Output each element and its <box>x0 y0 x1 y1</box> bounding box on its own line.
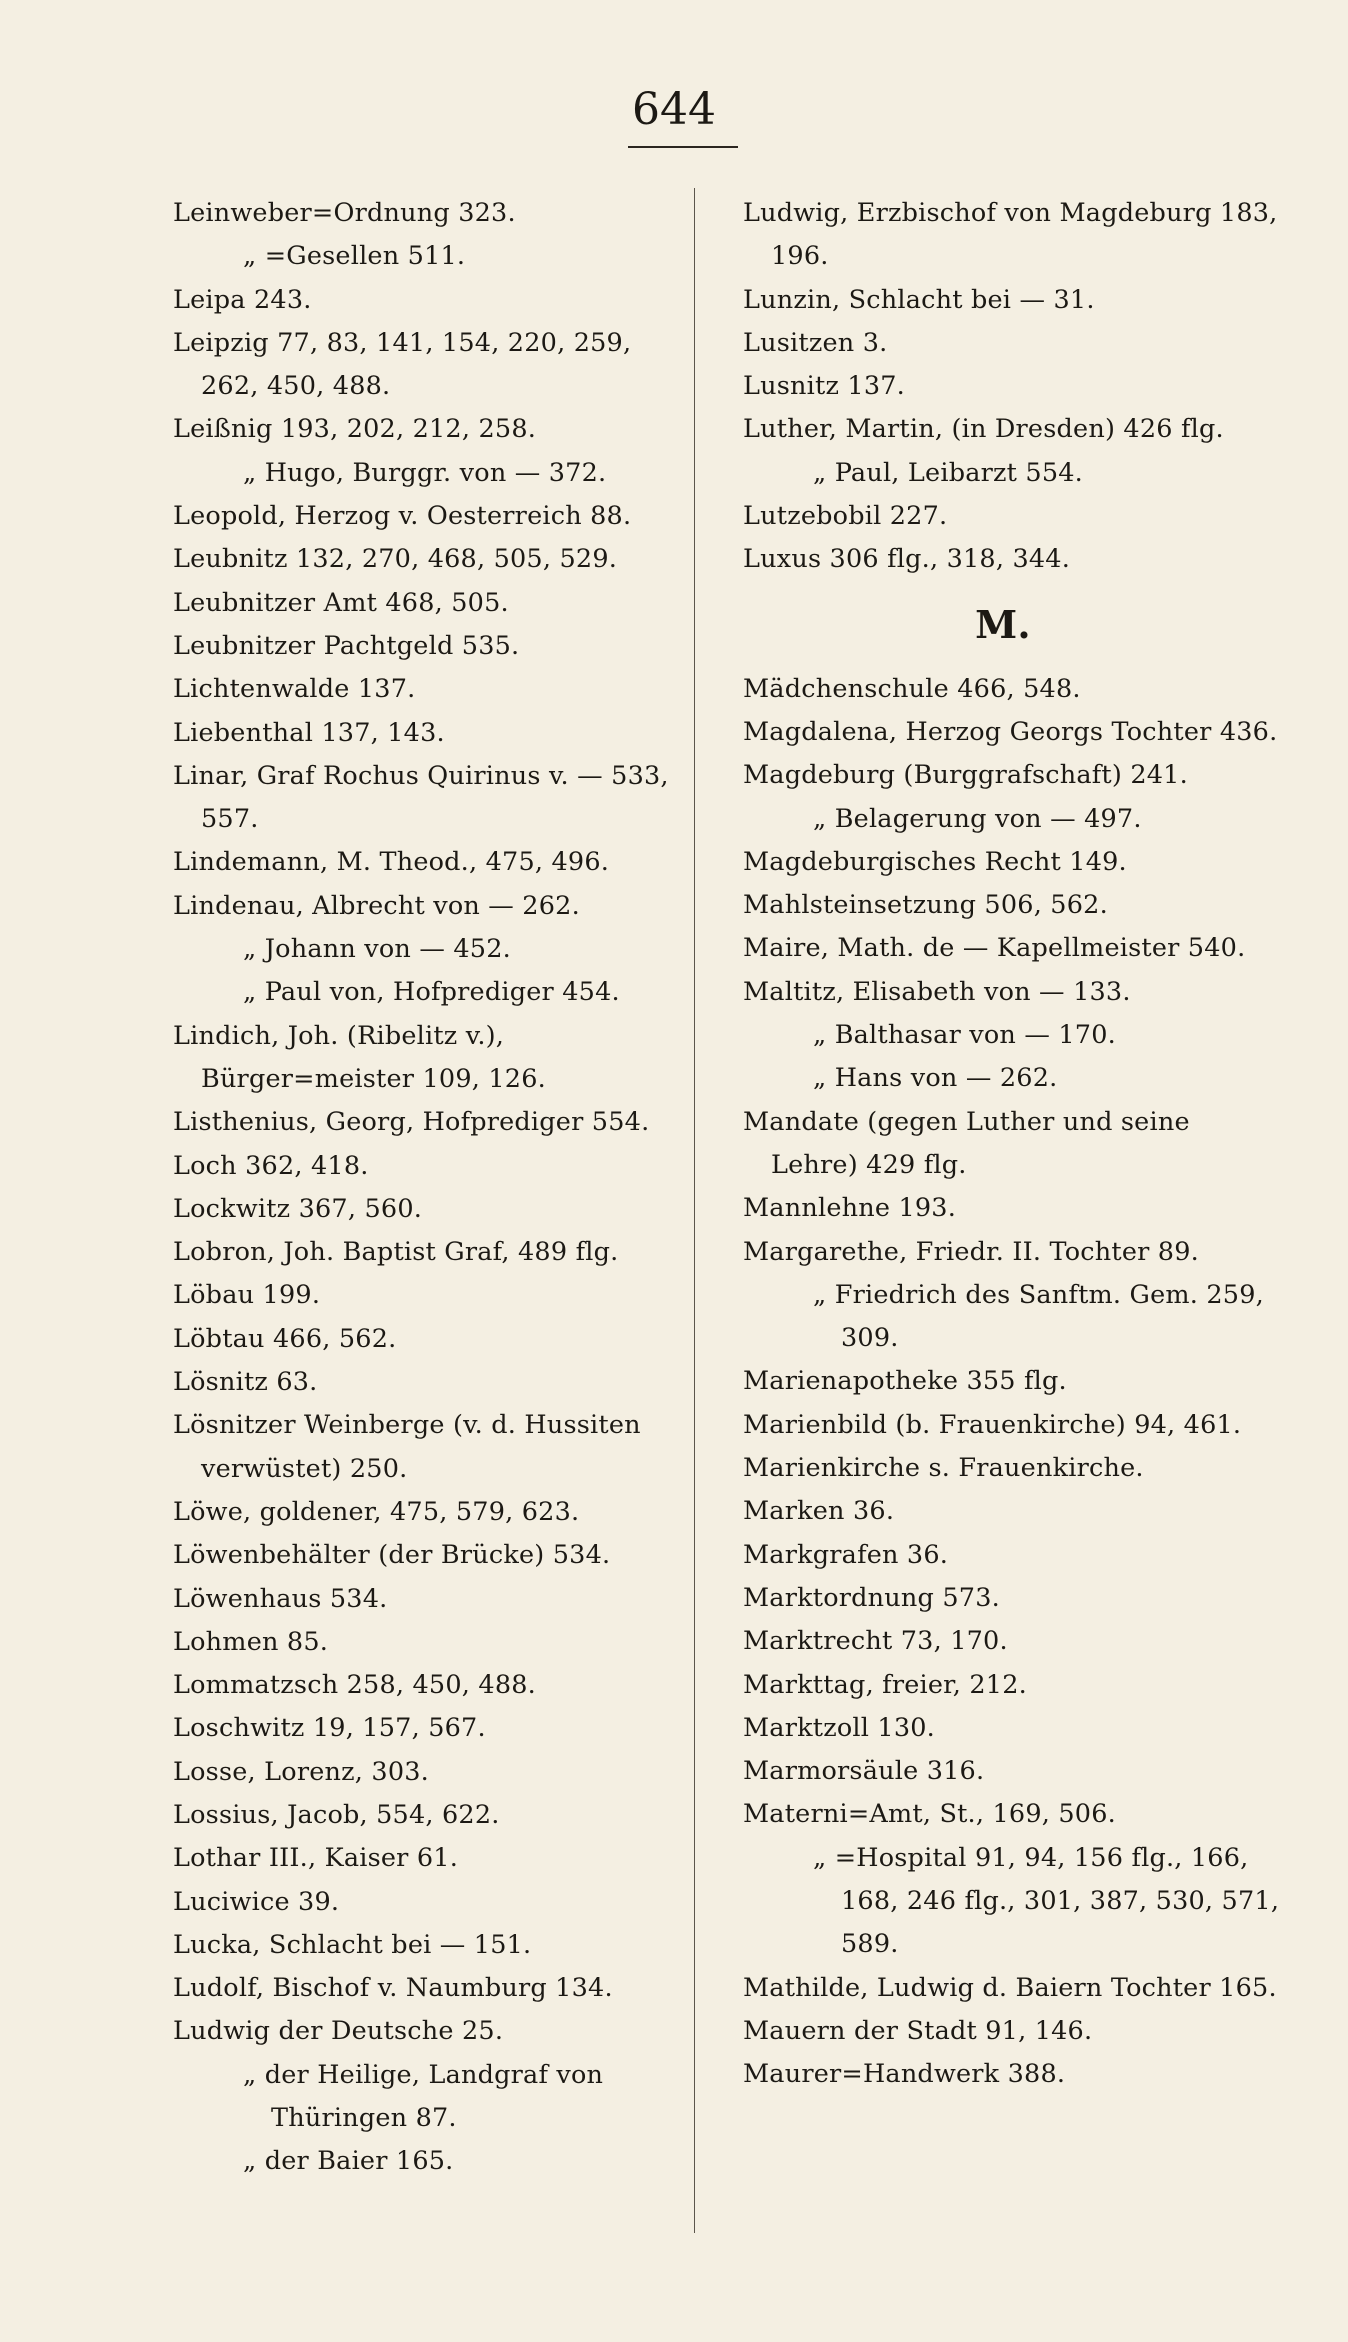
page-number: 644 <box>632 84 716 135</box>
index-entry: Lösnitzer Weinberge (v. d. Hussiten verwüstet) 250. <box>173 1410 641 1484</box>
index-entry: Materni=Amt, St., 169, 506. <box>743 1799 1116 1830</box>
index-entry: Luther, Martin, (in Dresden) 426 flg. <box>743 414 1224 445</box>
index-entry: Leipa 243. <box>173 284 312 315</box>
index-entry: Löwenbehälter (der Brücke) 534. <box>173 1540 611 1571</box>
index-subentry: „ Belagerung von — 497. <box>813 803 1142 834</box>
index-subentry: „ Friedrich des Sanftm. Gem. 259, 309. <box>813 1279 1264 1354</box>
index-entry: Leipzig 77, 83, 141, 154, 220, 259, 262, 450, 488. <box>173 327 632 402</box>
index-column-right <box>743 192 1283 2096</box>
index-entry: Lockwitz 367, 560. <box>173 1193 423 1224</box>
index-entry: Marienkirche s. Frauenkirche. <box>743 1453 1144 1484</box>
index-entry: Listhenius, Georg, Hofprediger 554. <box>173 1107 650 1138</box>
index-entry: Mädchenschule 466, 548. <box>743 673 1081 704</box>
index-entry: Lunzin, Schlacht bei — 31. <box>743 284 1095 315</box>
index-entry: Mathilde, Ludwig d. Baiern Tochter 165. <box>743 1972 1277 2003</box>
index-entry: Lothar III., Kaiser 61. <box>173 1843 459 1874</box>
index-entry: Lohmen 85. <box>173 1626 329 1657</box>
index-entry: Marktordnung 573. <box>743 1582 1000 1613</box>
index-entry: Maltitz, Elisabeth von — 133. <box>743 976 1131 1007</box>
index-entry: Luxus 306 flg., 318, 344. <box>743 544 1071 575</box>
index-entry: Lichtenwalde 137. <box>173 674 416 705</box>
index-entry: Lobron, Joh. Baptist Graf, 489 flg. <box>173 1237 619 1268</box>
index-subentry: „ Johann von — 452. <box>243 934 511 965</box>
index-entry: Leubnitz 132, 270, 468, 505, 529. <box>173 544 618 575</box>
index-entry: Lindich, Joh. (Ribelitz v.), Bürger=meister 109, 126. <box>173 1020 546 1094</box>
index-entry: Lusnitz 137. <box>743 371 905 402</box>
index-entry: Magdeburgisches Recht 149. <box>743 846 1127 877</box>
index-column-left <box>173 192 673 2184</box>
index-entry: Linar, Graf Rochus Quirinus v. — 533, 557. <box>173 760 669 835</box>
index-entry: Lösnitz 63. <box>173 1367 318 1398</box>
index-entry: Lossius, Jacob, 554, 622. <box>173 1799 500 1830</box>
index-entry: Maurer=Handwerk 388. <box>743 2059 1066 2090</box>
index-entry: Marken 36. <box>743 1496 895 1527</box>
index-entry: Markttag, freier, 212. <box>743 1669 1027 1700</box>
index-entry: Loch 362, 418. <box>173 1150 369 1181</box>
section-heading: M. <box>975 601 1031 647</box>
index-entry: Marmorsäule 316. <box>743 1756 985 1787</box>
index-entry: Magdalena, Herzog Georgs Tochter 436. <box>743 716 1278 747</box>
index-entry: Leubnitzer Amt 468, 505. <box>173 587 509 618</box>
index-subentry: „ Hugo, Burggr. von — 372. <box>243 457 607 488</box>
index-entry: Ludolf, Bischof v. Naumburg 134. <box>173 1973 613 2004</box>
index-entry: Lommatzsch 258, 450, 488. <box>173 1670 536 1701</box>
index-entry: Lindemann, M. Theod., 475, 496. <box>173 847 610 878</box>
index-entry: Mandate (gegen Luther und seine Lehre) 429 flg. <box>743 1106 1190 1180</box>
index-subentry: „ Balthasar von — 170. <box>813 1020 1116 1051</box>
index-entry: Liebenthal 137, 143. <box>173 717 445 748</box>
index-entry: Luciwice 39. <box>173 1886 340 1917</box>
index-entry: Löbau 199. <box>173 1280 321 1311</box>
index-entry: Löbtau 466, 562. <box>173 1323 397 1354</box>
index-subentry: „ Paul, Leibarzt 554. <box>813 457 1083 488</box>
index-subentry: „ Paul von, Hofprediger 454. <box>243 977 620 1008</box>
index-entry: Maire, Math. de — Kapellmeister 540. <box>743 933 1246 964</box>
index-entry: Magdeburg (Burggrafschaft) 241. <box>743 760 1188 791</box>
index-entry: Loschwitz 19, 157, 567. <box>173 1713 486 1744</box>
index-entry: Margarethe, Friedr. II. Tochter 89. <box>743 1236 1199 1267</box>
index-subentry: „ =Gesellen 511. <box>243 241 466 272</box>
index-entry: Mannlehne 193. <box>743 1193 957 1224</box>
index-subentry: „ der Baier 165. <box>243 2146 454 2177</box>
index-entry: Leinweber=Ordnung 323. <box>173 198 516 228</box>
index-entry: Lucka, Schlacht bei — 151. <box>173 1929 532 1960</box>
index-entry: Mauern der Stadt 91, 146. <box>743 2015 1093 2046</box>
index-entry: Marienapotheke 355 flg. <box>743 1366 1067 1397</box>
index-subentry: „ =Hospital 91, 94, 156 flg., 166, 168, 246 flg., 301, 387, 530, 571, 589. <box>813 1842 1280 1960</box>
index-subentry: „ Hans von — 262. <box>813 1063 1058 1094</box>
index-entry: Lusitzen 3. <box>743 327 888 358</box>
index-entry: Lutzebobil 227. <box>743 501 948 532</box>
index-entry: Losse, Lorenz, 303. <box>173 1756 429 1787</box>
index-entry: Ludwig der Deutsche 25. <box>173 2016 504 2047</box>
index-entry: Ludwig, Erzbischof von Magdeburg 183, 196. <box>743 198 1278 272</box>
column-divider <box>694 188 695 2233</box>
index-entry: Mahlsteinsetzung 506, 562. <box>743 890 1108 921</box>
index-entry: Marktzoll 130. <box>743 1712 935 1743</box>
index-entry: Marktrecht 73, 170. <box>743 1626 1008 1657</box>
index-entry: Löwe, goldener, 475, 579, 623. <box>173 1496 580 1527</box>
index-entry: Leubnitzer Pachtgeld 535. <box>173 630 520 661</box>
index-entry: Leopold, Herzog v. Oesterreich 88. <box>173 501 632 532</box>
page-number-rule <box>628 146 738 148</box>
index-subentry: „ der Heilige, Landgraf von Thüringen 87. <box>243 2059 604 2134</box>
index-entry: Leißnig 193, 202, 212, 258. <box>173 414 537 445</box>
index-entry: Marienbild (b. Frauenkirche) 94, 461. <box>743 1409 1242 1440</box>
index-entry: Markgrafen 36. <box>743 1539 949 1570</box>
index-entry: Lindenau, Albrecht von — 262. <box>173 890 580 921</box>
index-entry: Löwenhaus 534. <box>173 1583 388 1614</box>
